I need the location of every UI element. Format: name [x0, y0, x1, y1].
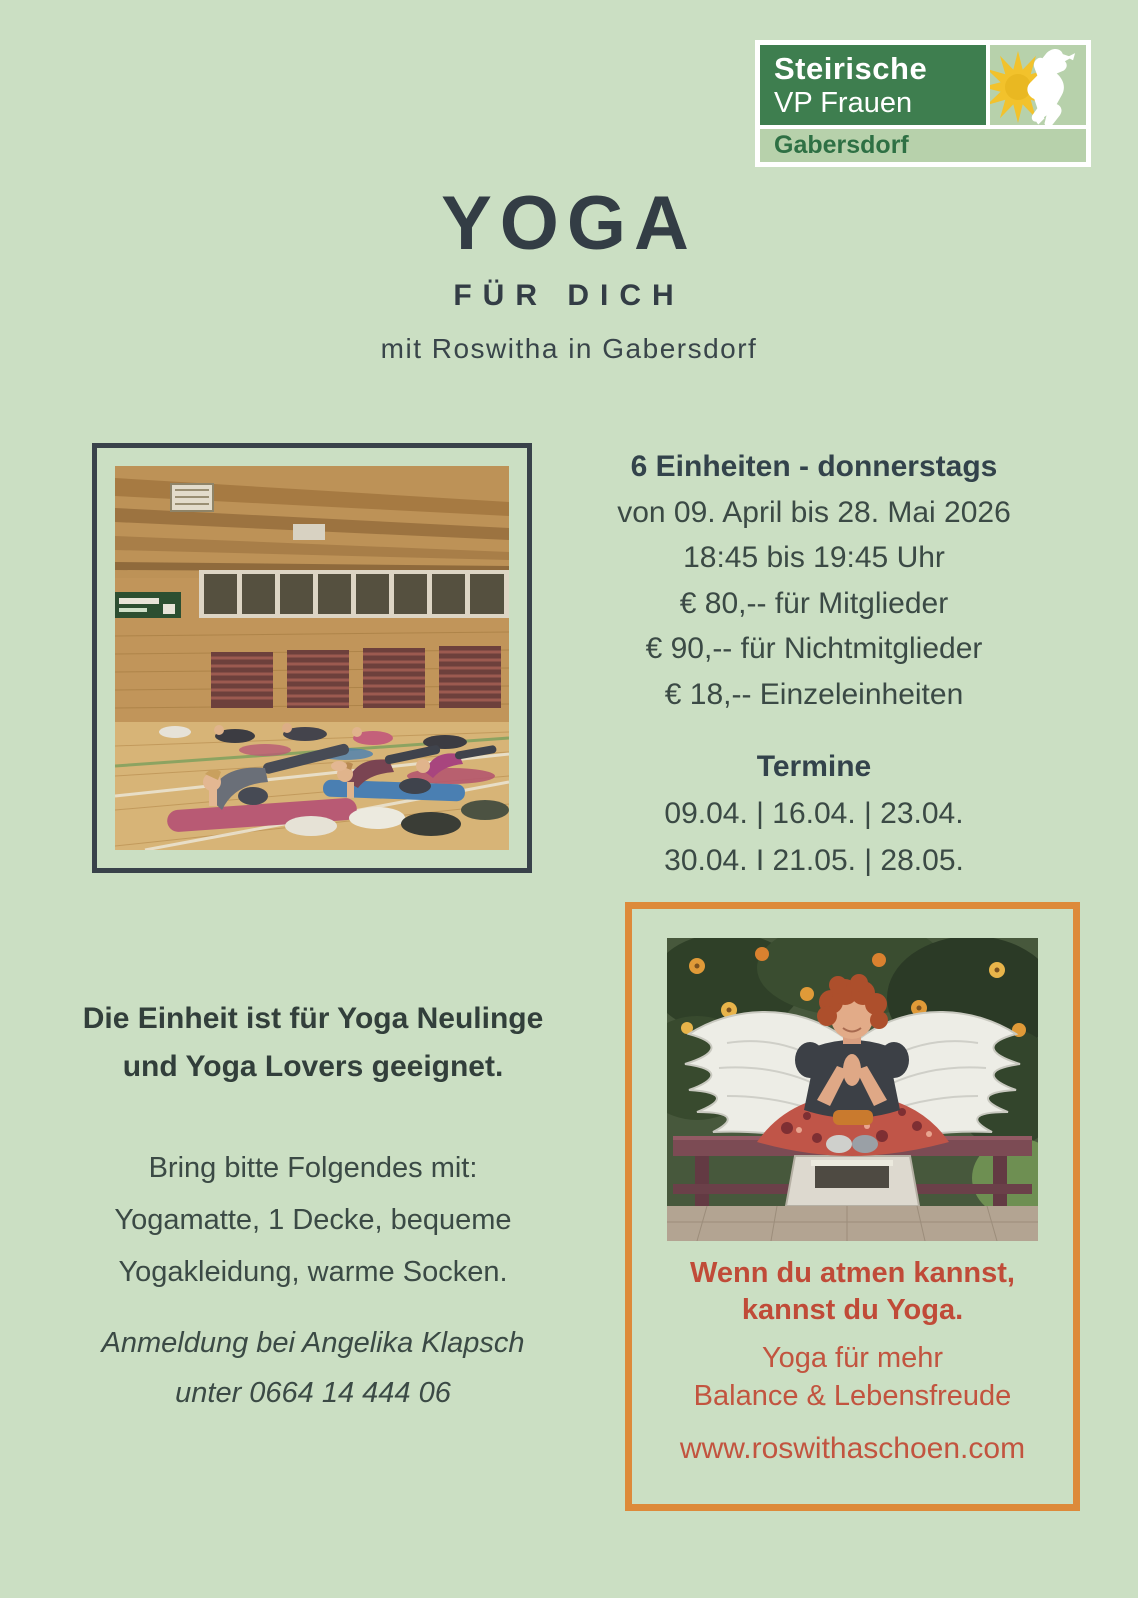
slogan-line-2: Balance & Lebensfreude [693, 1380, 1012, 1412]
bring-line-3: Yogakleidung, warme Socken. [118, 1256, 508, 1288]
towel [349, 807, 405, 829]
promo-quote [632, 1255, 1073, 1329]
pavement [667, 1206, 1038, 1241]
gym-bag-2 [461, 800, 509, 820]
contact-line-2: unter 0664 14 444 06 [175, 1377, 451, 1409]
course-line-price-members: € 80,-- für Mitglieder [679, 586, 949, 620]
gym-yoga-class-photo [92, 443, 532, 873]
contact-line-1: Anmeldung bei Angelika Klapsch [101, 1327, 525, 1359]
bench-box [815, 1164, 889, 1188]
audience-line-1: Die Einheit ist für Yoga Neulinge [82, 1002, 544, 1035]
bring-line-1: Bring bitte Folgendes mit: [148, 1152, 478, 1184]
termine-row-2: 30.04. I 21.05. | 28.05. [664, 843, 964, 877]
logo-top-row [760, 45, 1086, 125]
page-title: YOGA [441, 181, 697, 266]
audience-and-bring-block [38, 995, 588, 1418]
logo-line1: Steirische [774, 51, 928, 86]
logo-line2: VP Frauen [774, 87, 913, 119]
bring-line-2: Yogamatte, 1 Decke, bequeme [114, 1204, 512, 1236]
page-tagline: mit Roswitha in Gabersdorf [380, 333, 758, 364]
sponsor-banner [115, 592, 181, 618]
termine-section [568, 744, 1060, 884]
styria-emblem [990, 45, 1086, 125]
termine-heading: Termine [756, 750, 872, 783]
course-line-dates: von 09. April bis 28. Mai 2026 [617, 495, 1011, 529]
course-heading: 6 Einheiten - donnerstags [630, 450, 998, 483]
logo-region-strip: Gabersdorf [760, 129, 1086, 162]
page-subtitle: FÜR DICH [453, 279, 685, 312]
quote-line-1: Wenn du atmen kannst, [690, 1257, 1015, 1289]
course-info-block [568, 444, 1060, 884]
gym-photo-illustration [115, 466, 509, 850]
vp-frauen-logo [755, 40, 1091, 167]
logo-text-panel [760, 45, 986, 125]
promo-box [625, 902, 1080, 1511]
gym-bag [401, 812, 461, 836]
course-line-price-single: € 18,-- Einzeleinheiten [664, 677, 964, 711]
registration-contact [38, 1318, 588, 1418]
bring-list [38, 1142, 588, 1298]
towel-2 [285, 816, 337, 836]
website-link[interactable]: www.roswithaschoen.com [679, 1432, 1026, 1465]
audience-line-2: und Yoga Lovers geeignet. [122, 1050, 504, 1083]
ceiling-vent-icon [171, 484, 213, 511]
roswitha-angel-wings-photo [667, 938, 1038, 1241]
slogan-line-1: Yoga für mehr [761, 1342, 944, 1374]
promo-slogan [632, 1339, 1073, 1415]
termine-row-1: 09.04. | 16.04. | 23.04. [664, 796, 964, 830]
course-line-time: 18:45 bis 19:45 Uhr [683, 541, 945, 574]
course-line-price-nonmembers: € 90,-- für Nichtmitglieder [645, 632, 983, 665]
audience-text [38, 995, 588, 1091]
quote-line-2: kannst du Yoga. [741, 1294, 964, 1326]
